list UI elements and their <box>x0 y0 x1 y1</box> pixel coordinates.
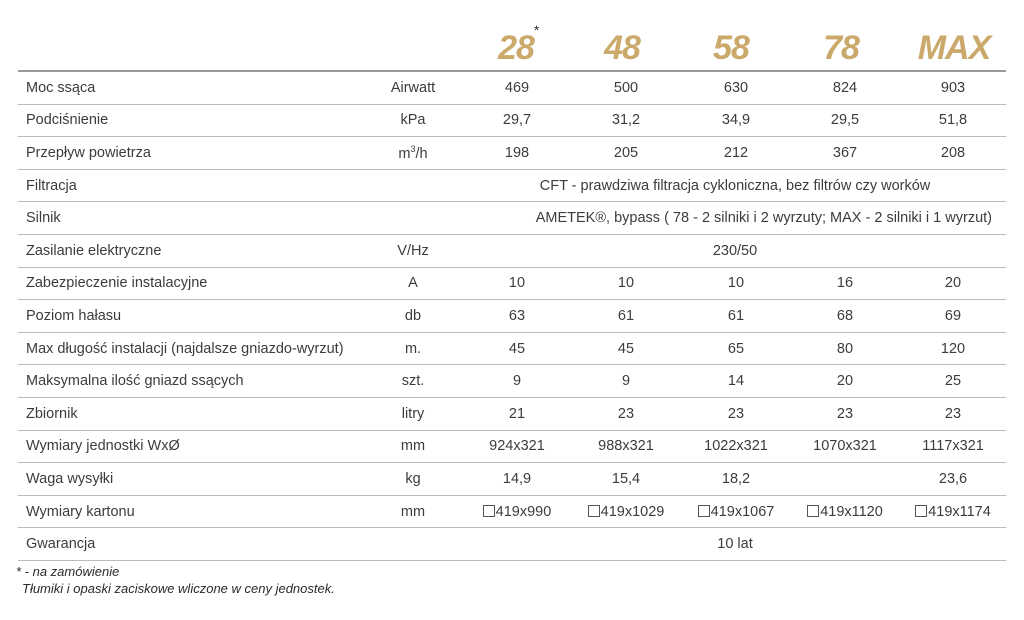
table-row <box>18 365 1006 398</box>
table-cell: 23 <box>682 397 790 430</box>
row-label: Gwarancja <box>18 528 362 561</box>
row-label: Waga wysyłki <box>18 463 362 496</box>
table-row <box>18 137 1006 170</box>
table-cell: 45 <box>570 332 682 365</box>
table-row <box>18 234 1006 267</box>
table-cell: 10 <box>682 267 790 300</box>
row-label: Moc ssąca <box>18 71 362 104</box>
row-label: Max długość instalacji (najdalsze gniazdo-wyrzut) <box>18 332 362 365</box>
model-max-label: MAX <box>917 29 991 67</box>
table-cell: 419x1029 <box>570 495 682 528</box>
table-row <box>18 300 1006 333</box>
model-48-label: 48 <box>604 29 640 67</box>
row-label: Wymiary jednostki WxØ <box>18 430 362 463</box>
row-unit: Airwatt <box>362 71 464 104</box>
table-cell-spanning: 10 lat <box>464 528 1006 561</box>
row-unit <box>362 202 464 235</box>
table-row <box>18 528 1006 561</box>
model-28-note: * <box>533 22 539 38</box>
footnotes <box>16 563 335 597</box>
row-label: Filtracja <box>18 169 362 202</box>
row-label: Wymiary kartonu <box>18 495 362 528</box>
table-cell-spanning: 230/50 <box>464 234 1006 267</box>
row-unit: mm <box>362 495 464 528</box>
table-cell: 63 <box>464 300 570 333</box>
row-unit: db <box>362 300 464 333</box>
table-cell-spanning: AMETEK®, bypass ( 78 - 2 silniki i 2 wyrzuty; MAX - 2 silniki i 1 wyrzut) <box>464 202 1006 235</box>
table-cell: 14 <box>682 365 790 398</box>
row-unit: $m^3/h$ <box>362 137 464 170</box>
row-unit: m. <box>362 332 464 365</box>
table-cell: 69 <box>900 300 1006 333</box>
row-label: Maksymalna ilość gniazd ssących <box>18 365 362 398</box>
table-row <box>18 71 1006 104</box>
table-cell: 10 <box>570 267 682 300</box>
table-cell: 924x321 <box>464 430 570 463</box>
table-cell: 419x990 <box>464 495 570 528</box>
row-unit: A <box>362 267 464 300</box>
row-label: Zbiornik <box>18 397 362 430</box>
row-unit: szt. <box>362 365 464 398</box>
table-cell: 10 <box>464 267 570 300</box>
table-cell: 630 <box>682 71 790 104</box>
row-unit: mm <box>362 430 464 463</box>
square-icon <box>698 505 710 517</box>
table-cell: 988x321 <box>570 430 682 463</box>
table-cell: 419x1120 <box>790 495 900 528</box>
table-cell: 212 <box>682 137 790 170</box>
table-row <box>18 332 1006 365</box>
table-cell: 18,2 <box>682 463 790 496</box>
model-header <box>0 22 1024 70</box>
row-label: Podciśnienie <box>18 104 362 137</box>
table-cell: 469 <box>464 71 570 104</box>
footnote-order: * - na zamówienie <box>16 564 120 579</box>
square-icon <box>915 505 927 517</box>
table-cell: 419x1174 <box>900 495 1006 528</box>
table-cell: 21 <box>464 397 570 430</box>
table-cell: 208 <box>900 137 1006 170</box>
table-row <box>18 397 1006 430</box>
table-cell: 29,7 <box>464 104 570 137</box>
model-28-label: 28 * <box>498 22 539 67</box>
table-row <box>18 430 1006 463</box>
row-label: Zasilanie elektryczne <box>18 234 362 267</box>
table-cell: 65 <box>682 332 790 365</box>
table-cell: 51,8 <box>900 104 1006 137</box>
table-cell: 14,9 <box>464 463 570 496</box>
table-cell: 198 <box>464 137 570 170</box>
row-unit <box>362 528 464 561</box>
row-label: Przepływ powietrza <box>18 137 362 170</box>
table-cell: 68 <box>790 300 900 333</box>
table-cell: 34,9 <box>682 104 790 137</box>
row-unit: V/Hz <box>362 234 464 267</box>
table-cell <box>790 463 900 496</box>
table-cell: 367 <box>790 137 900 170</box>
table-cell: 20 <box>790 365 900 398</box>
table-cell: 16 <box>790 267 900 300</box>
table-cell: 500 <box>570 71 682 104</box>
table-cell: 23,6 <box>900 463 1006 496</box>
model-78-label: 78 <box>823 29 859 67</box>
table-cell: 61 <box>682 300 790 333</box>
square-icon <box>807 505 819 517</box>
table-row <box>18 495 1006 528</box>
table-cell: 903 <box>900 71 1006 104</box>
row-label: Poziom hałasu <box>18 300 362 333</box>
table-cell: 205 <box>570 137 682 170</box>
table-cell: 80 <box>790 332 900 365</box>
table-row <box>18 202 1006 235</box>
spec-table <box>18 70 1006 561</box>
row-unit <box>362 169 464 202</box>
table-cell: 15,4 <box>570 463 682 496</box>
square-icon <box>588 505 600 517</box>
table-cell: 9 <box>464 365 570 398</box>
row-unit: kPa <box>362 104 464 137</box>
table-cell: 120 <box>900 332 1006 365</box>
footnote-included: Tłumiki i opaski zaciskowe wliczone w ceny jednostek. <box>22 581 335 596</box>
table-cell: 23 <box>570 397 682 430</box>
table-cell: 20 <box>900 267 1006 300</box>
table-cell: 9 <box>570 365 682 398</box>
table-cell: 419x1067 <box>682 495 790 528</box>
table-cell: 31,2 <box>570 104 682 137</box>
table-cell: 1117x321 <box>900 430 1006 463</box>
table-cell: 45 <box>464 332 570 365</box>
table-cell: 25 <box>900 365 1006 398</box>
table-cell-spanning: CFT - prawdziwa filtracja cykloniczna, bez filtrów czy worków <box>464 169 1006 202</box>
row-unit: kg <box>362 463 464 496</box>
model-58-label: 58 <box>713 29 749 67</box>
table-row <box>18 169 1006 202</box>
table-cell: 23 <box>790 397 900 430</box>
table-cell: 23 <box>900 397 1006 430</box>
table-cell: 1070x321 <box>790 430 900 463</box>
table-row <box>18 267 1006 300</box>
square-icon <box>483 505 495 517</box>
table-cell: 29,5 <box>790 104 900 137</box>
table-cell: 61 <box>570 300 682 333</box>
table-row <box>18 104 1006 137</box>
table-row <box>18 463 1006 496</box>
table-cell: 824 <box>790 71 900 104</box>
table-cell: 1022x321 <box>682 430 790 463</box>
row-label: Zabezpieczenie instalacyjne <box>18 267 362 300</box>
row-label: Silnik <box>18 202 362 235</box>
row-unit: litry <box>362 397 464 430</box>
